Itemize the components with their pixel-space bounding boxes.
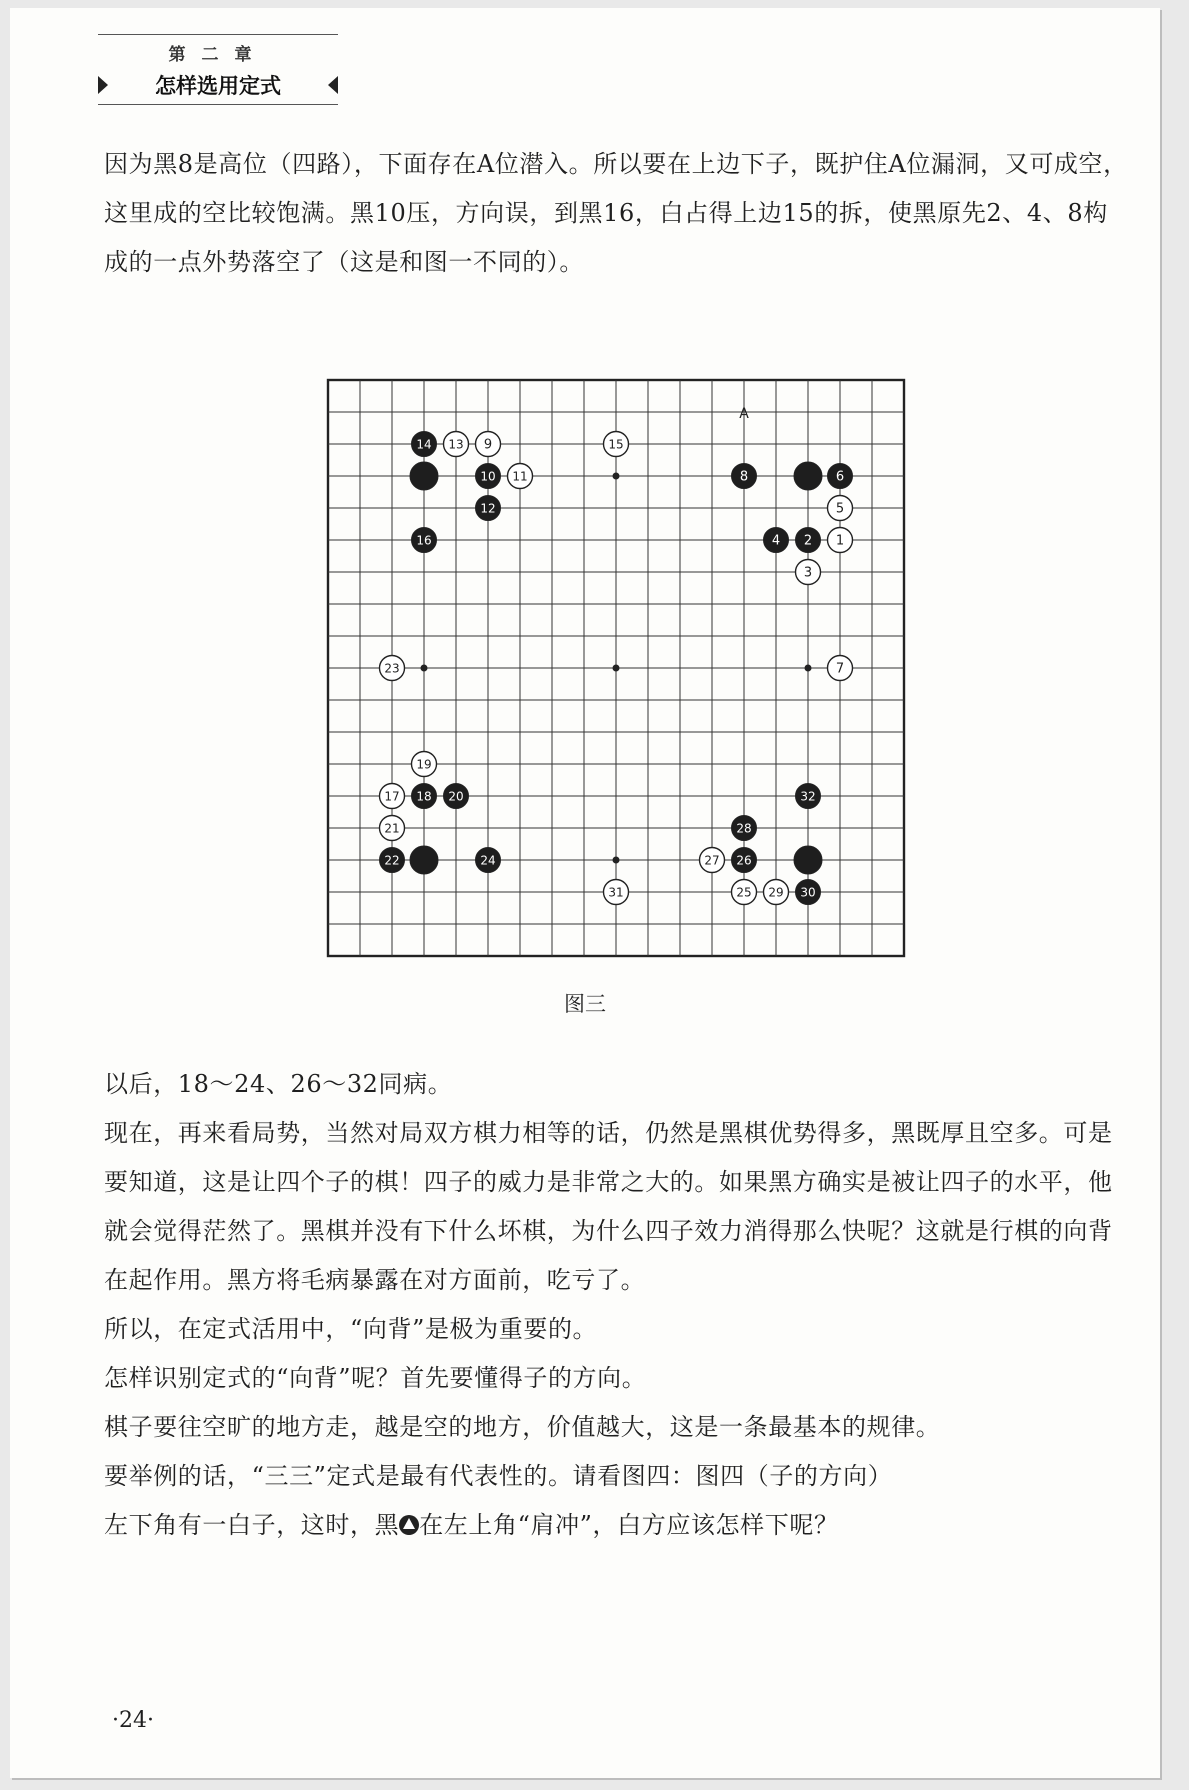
- stone-number: 7: [835, 661, 845, 677]
- stone-number: 8: [739, 469, 749, 485]
- header-rule-top: [98, 34, 338, 35]
- stone-number: 14: [416, 437, 432, 452]
- black-stone-disc: [410, 846, 438, 874]
- paragraph-2: 现在，再来看局势，当然对局双方棋力相等的话，仍然是黑棋优势得多，黑既厚且空多。可是要知道，这是让四个子的棋！四子的威力是非常之大的。如果黑方确实是被让四子的水平，他就会觉得茫然了。黑棋并没有下什么坏棋，为什么四子效力消得那么快呢？这就是行棋的向背在起作用。黑方将毛病暴露在对方面前，吃亏了。: [104, 1119, 1113, 1294]
- black-stone: [796, 784, 821, 809]
- white-stone: [732, 880, 757, 905]
- stone-number: 2: [803, 533, 813, 549]
- stone-number: 20: [448, 789, 464, 804]
- white-stone: [700, 848, 725, 873]
- book-page: [10, 8, 1160, 1778]
- chapter-title: 怎样选用定式: [155, 74, 281, 98]
- stone-number: 21: [384, 821, 400, 836]
- star-point: [613, 665, 620, 672]
- white-stone: [604, 880, 629, 905]
- stone-number: 6: [835, 469, 845, 485]
- black-stone-disc: [794, 846, 822, 874]
- paragraph-6: 要举例的话，“三三”定式是最有代表性的。请看图四：图四（子的方向）: [104, 1462, 893, 1490]
- black-stone: [412, 432, 437, 457]
- stone-number: 24: [480, 853, 496, 868]
- black-stone: [410, 846, 438, 874]
- stone-number: 15: [608, 437, 624, 452]
- white-stone: [380, 784, 405, 809]
- stone-number: 1: [835, 533, 845, 549]
- stone-number: 3: [803, 565, 813, 581]
- black-stone: [410, 462, 438, 490]
- black-stone-disc: [410, 462, 438, 490]
- black-stone: [764, 528, 789, 553]
- chapter-number: 第二章: [168, 45, 268, 65]
- stone-number: 11: [512, 469, 528, 484]
- white-stone: [412, 752, 437, 777]
- stone-number: 30: [800, 885, 816, 900]
- triangle-right-icon: [328, 76, 338, 94]
- black-stone: [732, 816, 757, 841]
- white-stone: [604, 432, 629, 457]
- black-stone: [444, 784, 469, 809]
- white-stone: [380, 816, 405, 841]
- paragraph-1: 以后，18～24、26～32同病。: [104, 1070, 453, 1098]
- stone-number: 17: [384, 789, 400, 804]
- paragraph-4: 怎样识别定式的“向背”呢？首先要懂得子的方向。: [104, 1364, 647, 1392]
- header-rule-bottom: [98, 104, 338, 105]
- stone-number: 10: [480, 469, 496, 484]
- body-text: [104, 1060, 1128, 1550]
- figure-caption: 图三: [564, 992, 606, 1016]
- black-stone: [732, 464, 757, 489]
- black-stone: [412, 784, 437, 809]
- black-stone: [794, 846, 822, 874]
- stone-number: 27: [704, 853, 720, 868]
- stone-number: 4: [771, 533, 781, 549]
- stone-number: 29: [768, 885, 784, 900]
- stone-number: 18: [416, 789, 432, 804]
- paragraph-7-start: 左下角有一白子，这时，黑: [104, 1511, 400, 1539]
- white-stone: [828, 496, 853, 521]
- white-stone: [444, 432, 469, 457]
- stone-number: 5: [835, 501, 845, 517]
- black-stone: [476, 464, 501, 489]
- black-stone: [796, 880, 821, 905]
- black-stone: [828, 464, 853, 489]
- black-stone-disc: [794, 462, 822, 490]
- go-board-diagram: [326, 378, 906, 958]
- star-point: [421, 665, 428, 672]
- stone-number: 31: [608, 885, 624, 900]
- white-stone: [828, 656, 853, 681]
- stone-number: 19: [416, 757, 432, 772]
- intro-paragraph: 因为黑8是高位（四路），下面存在A位潜入。所以要在上边下子，既护住A位漏洞，又可成空，这里成的空比较饱满。黑10压，方向误，到黑16，白占得上边15的拆，使黑原先2、4、8构成的一点外势落空了（这是和图一不同的）。: [104, 150, 1128, 276]
- white-stone: [380, 656, 405, 681]
- stone-number: 9: [483, 437, 493, 453]
- stone-number: 22: [384, 853, 400, 868]
- star-point: [613, 857, 620, 864]
- black-stone: [476, 848, 501, 873]
- stone-number: 23: [384, 661, 400, 676]
- black-stone: [476, 496, 501, 521]
- white-stone: [508, 464, 533, 489]
- stone-number: 32: [800, 789, 816, 804]
- paragraph-7: [104, 1501, 1128, 1550]
- stone-number: 26: [736, 853, 752, 868]
- white-stone: [828, 528, 853, 553]
- white-stone: [764, 880, 789, 905]
- black-triangle-stone-icon: [399, 1515, 419, 1535]
- chapter-header: [98, 30, 338, 106]
- stone-number: 28: [736, 821, 752, 836]
- stone-number: 25: [736, 885, 752, 900]
- star-point: [805, 665, 812, 672]
- page-number: ·24·: [112, 1708, 154, 1733]
- stone-number: 13: [448, 437, 464, 452]
- paragraph-7-end: 在左上角“肩冲”，白方应该怎样下呢？: [419, 1511, 839, 1539]
- stone-number: 16: [416, 533, 432, 548]
- paragraph-5: 棋子要往空旷的地方走，越是空的地方，价值越大，这是一条最基本的规律。: [104, 1413, 941, 1441]
- black-stone: [794, 462, 822, 490]
- stone-number: 12: [480, 501, 496, 516]
- black-stone: [732, 848, 757, 873]
- white-stone: [796, 560, 821, 585]
- black-stone: [412, 528, 437, 553]
- white-stone: [476, 432, 501, 457]
- black-stone: [796, 528, 821, 553]
- black-stone: [380, 848, 405, 873]
- paragraph-3: 所以，在定式活用中，“向背”是极为重要的。: [104, 1315, 598, 1343]
- point-label-a: A: [739, 406, 749, 422]
- star-point: [613, 473, 620, 480]
